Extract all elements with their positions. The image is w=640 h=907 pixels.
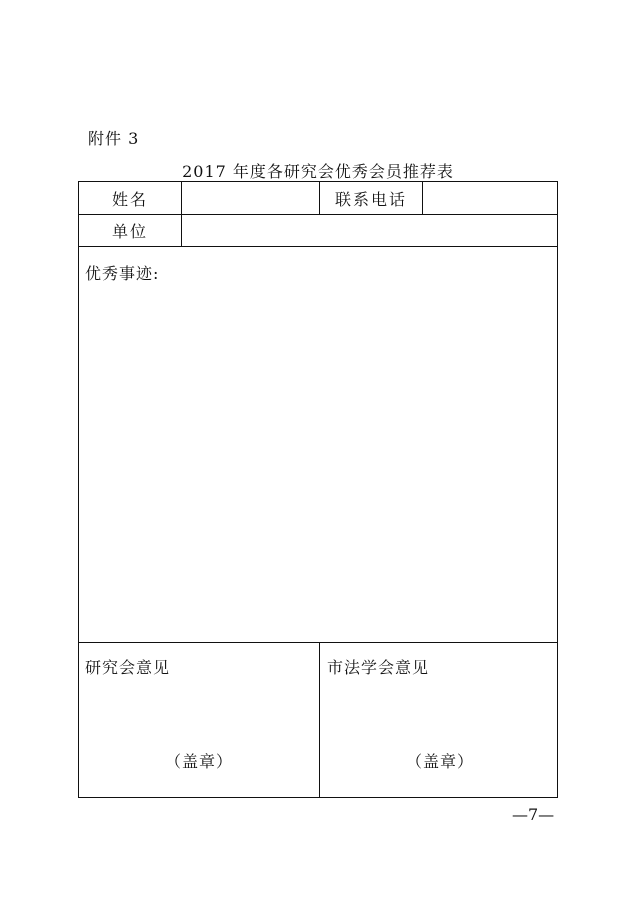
recommendation-form-table [78, 181, 558, 798]
phone-field[interactable] [423, 182, 557, 214]
name-label: 姓名 [111, 189, 148, 209]
seal-right-text: （盖章） [406, 752, 475, 771]
city-law-opinion-label: 市法学会意见 [327, 658, 430, 677]
attachment-label: 附件 3 [88, 129, 140, 148]
col-divider-opinions [319, 642, 320, 797]
form-title: 2017 年度各研究会优秀会员推荐表 [182, 162, 454, 181]
row-divider-2 [79, 246, 557, 247]
society-opinion-label: 研究会意见 [85, 658, 171, 677]
row-divider-3 [79, 642, 557, 643]
unit-field[interactable] [182, 215, 557, 246]
seal-left-text: （盖章） [165, 752, 234, 771]
deeds-label: 优秀事迹: [85, 264, 160, 283]
name-field[interactable] [182, 182, 319, 214]
unit-label: 单位 [111, 222, 148, 241]
deeds-field[interactable] [79, 282, 557, 640]
phone-label: 联系电话 [334, 189, 407, 209]
page-number: —7— [512, 805, 555, 824]
